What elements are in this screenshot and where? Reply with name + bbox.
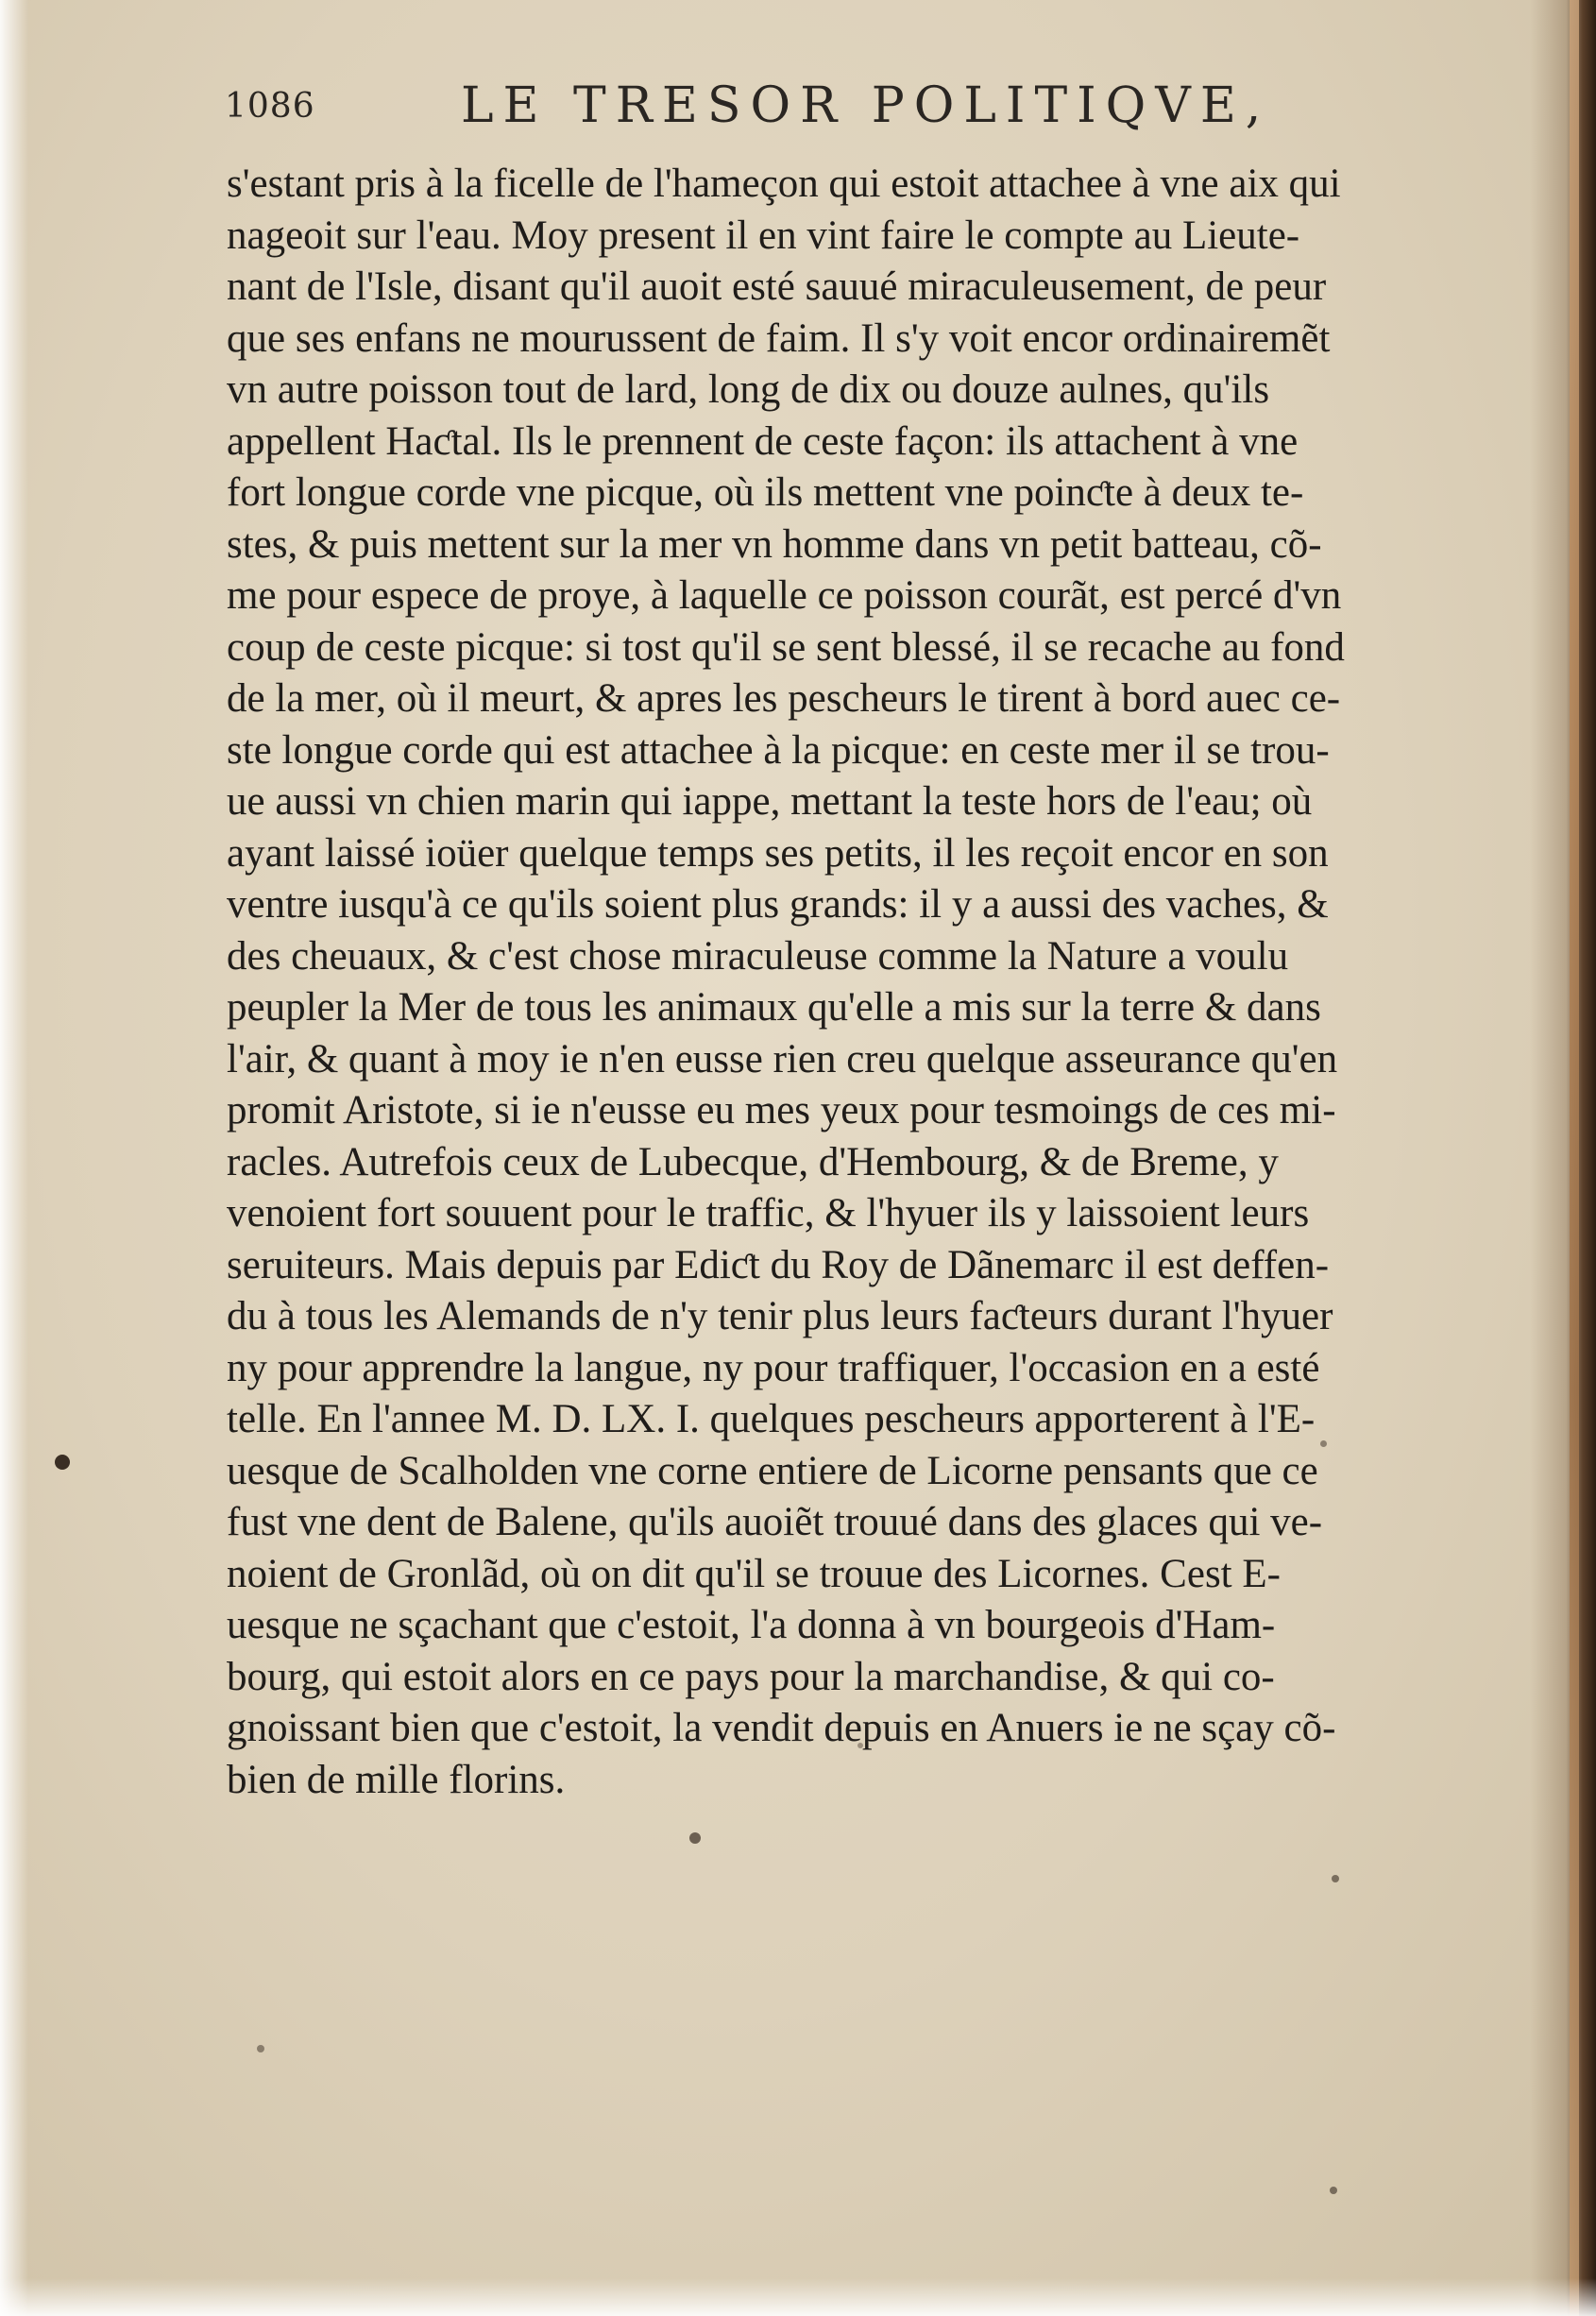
text-line: ventre iusqu'à ce qu'ils soient plus grands: il y a aussi des vaches, & — [227, 882, 1329, 927]
ink-speck — [857, 1743, 863, 1748]
text-line: peupler la Mer de tous les animaux qu'elle a mis sur la terre & dans — [227, 985, 1321, 1030]
ink-speck — [689, 1832, 701, 1844]
text-line: fust vne dent de Balene, qu'ils auoiẽt trouué dans des glaces qui ve- — [227, 1500, 1323, 1544]
text-line: nant de l'Isle, disant qu'il auoit esté sauué miraculeusement, de peur — [227, 264, 1327, 309]
text-line: ue aussi vn chien marin qui iappe, mettant la teste hors de l'eau; où — [227, 779, 1313, 824]
text-line: coup de ceste picque: si tost qu'il se sent blessé, il se recache au fond — [227, 624, 1345, 670]
body-text — [227, 159, 1492, 1806]
binding-edge — [1570, 0, 1579, 2316]
text-line: uesque ne sçachant que c'estoit, l'a donna à vn bourgeois d'Ham- — [227, 1603, 1276, 1647]
text-line: des cheuaux, & c'est chose miraculeuse comme la Nature a voulu — [227, 933, 1289, 979]
text-line: fort longue corde vne picque, où ils mettent vne poinƈte à deux te- — [227, 470, 1304, 515]
text-line: uesque de Scalholden vne corne entiere de Licorne pensants que ce — [227, 1448, 1318, 1493]
ink-speck — [1320, 1440, 1327, 1447]
text-line: me pour espece de proye, à laquelle ce poisson courãt, est percé d'vn — [227, 573, 1342, 618]
page-right-edge-shadow — [1530, 0, 1596, 2316]
text-line: de la mer, où il meurt, & apres les pescheurs le tirent à bord auec ce- — [227, 676, 1341, 721]
text-line: racles. Autrefois ceux de Lubecque, d'Hembourg, & de Breme, y — [227, 1139, 1279, 1184]
text-line: que ses enfans ne mourussent de faim. Il s'y voit encor ordinairemẽt — [227, 315, 1331, 361]
text-line: telle. En l'annee M. D. LX. I. quelques pescheurs apporterent à l'E- — [227, 1397, 1316, 1441]
page-number: 1086 — [225, 87, 315, 126]
text-line: du à tous les Alemands de n'y tenir plus leurs faƈteurs durant l'hyuer — [227, 1294, 1333, 1338]
ink-speck — [55, 1455, 70, 1470]
text-line: gnoissant bien que c'estoit, la vendit depuis en Anuers ie ne sçay cõ- — [227, 1706, 1336, 1750]
text-line: ny pour apprendre la langue, ny pour traffiquer, l'occasion en a esté — [227, 1345, 1320, 1390]
text-line: seruiteurs. Mais depuis par Ediƈt du Roy de Dãnemarc il est deffen- — [227, 1242, 1330, 1287]
page-left-margin-shadow — [0, 0, 28, 2316]
text-line: appellent Haƈtal. Ils le prennent de ceste façon: ils attachent à vne — [227, 418, 1299, 464]
text-line: bourg, qui estoit alors en ce pays pour la marchandise, & qui co- — [227, 1654, 1275, 1699]
text-line: nageoit sur l'eau. Moy present il en vint faire le compte au Lieute- — [227, 213, 1300, 258]
text-line: ayant laissé ioüer quelque temps ses petits, il les reçoit encor en son — [227, 830, 1329, 876]
ink-speck — [257, 2045, 264, 2052]
page-header — [225, 77, 1339, 144]
text-line: venoient fort souuent pour le traffic, & l'hyuer ils y laissoient leurs — [227, 1191, 1310, 1235]
text-line: ste longue corde qui est attachee à la picque: en ceste mer il se trou- — [227, 727, 1330, 773]
ink-speck — [1332, 1875, 1339, 1882]
text-line: s'estant pris à la ficelle de l'hameçon qui estoit attachee à vne aix qui — [227, 162, 1341, 206]
page-bottom-edge — [0, 2278, 1596, 2316]
ink-speck — [1330, 2187, 1337, 2194]
text-line: l'air, & quant à moy ie n'en eusse rien creu quelque asseurance qu'en — [227, 1036, 1338, 1081]
text-line: vn autre poisson tout de lard, long de dix ou douze aulnes, qu'ils — [227, 367, 1270, 412]
text-line: stes, & puis mettent sur la mer vn homme dans vn petit batteau, cõ- — [227, 521, 1322, 567]
running-title: LE TRESOR POLITIQVE, — [461, 77, 1271, 134]
text-line: promit Aristote, si ie n'eusse eu mes yeux pour tesmoings de ces mi- — [227, 1088, 1336, 1132]
text-line: noient de Gronlãd, où on dit qu'il se trouue des Licornes. Cest E- — [227, 1551, 1281, 1596]
text-line: bien de mille florins. — [227, 1757, 566, 1802]
